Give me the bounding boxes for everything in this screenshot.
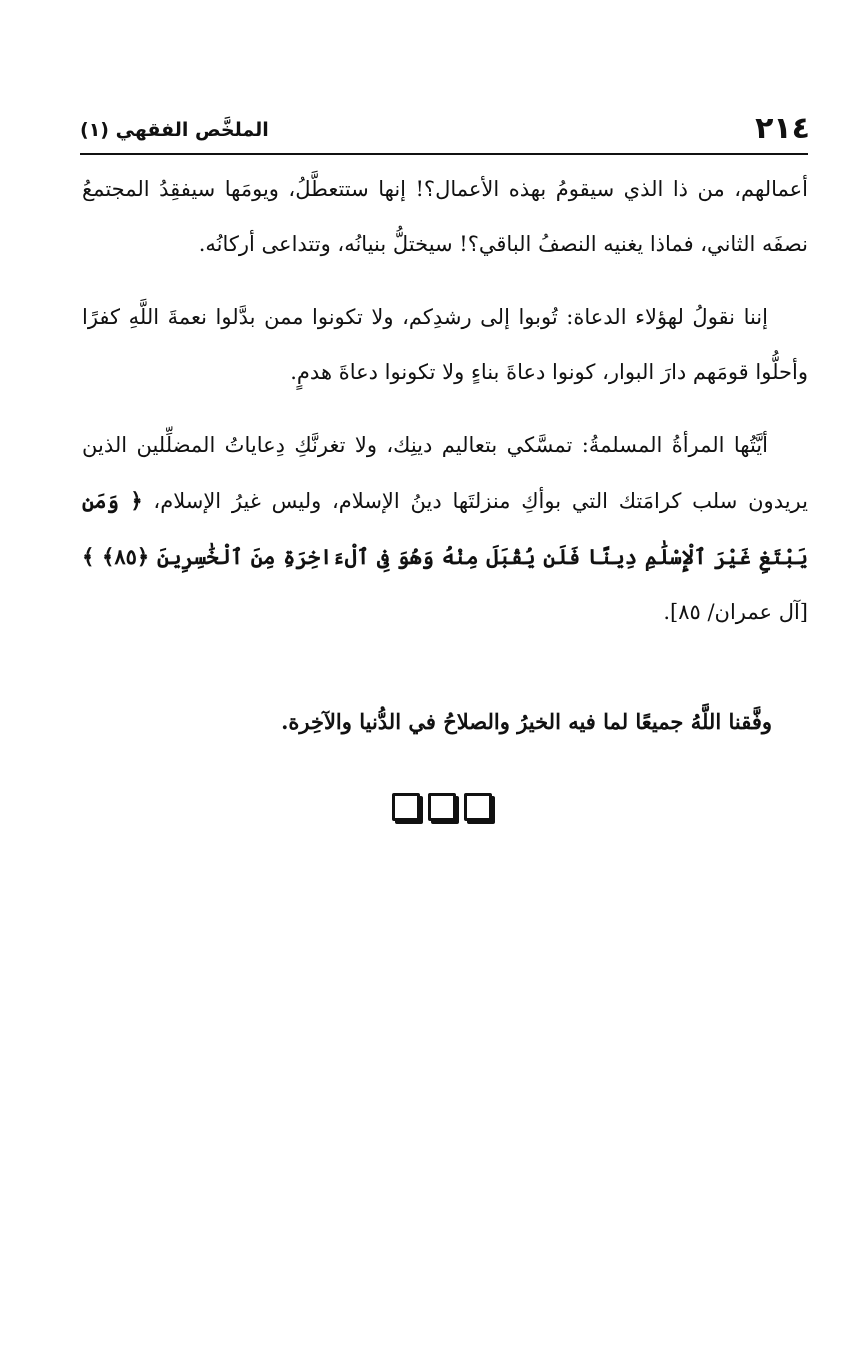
verse-citation: [آل عمران/ ٨٥]. <box>663 600 808 624</box>
closing-prayer: وفَّقنا اللَّهُ جميعًا لما فيه الخيرُ والصلاحُ في الدُّنيا والآخِرة. <box>281 709 772 734</box>
paragraph-text: أيَّتُها المرأةُ المسلمةُ: تمسَّكي بتعاليم دينِك، ولا تغرنَّكِ دِعاياتُ المضلِّلين الذين يريدون سلب كرامَتك التي بوأكِ منزلتَها دينُ الإسلام، وليس غيرُ الإسلام، <box>82 433 808 513</box>
square-box-icon <box>428 793 456 821</box>
body-text <box>82 162 808 658</box>
page-header <box>80 110 810 150</box>
header-divider <box>80 153 808 155</box>
quran-verse: ﴿ وَمَن يَبْتَغِ غَيْرَ ٱلْإِسْلَٰمِ دِينًا فَلَن يُقْبَلَ مِنْهُ وَهُوَ فِى ٱلْءَاخِرَةِ مِنَ ٱلْخَٰسِرِينَ ﴿٨٥﴾ ﴾ <box>82 488 808 569</box>
running-title: الملخَّص الفقهي (١) <box>80 119 269 141</box>
page-number: ٢١٤ <box>755 111 810 146</box>
paragraph-with-verse <box>82 418 808 640</box>
paragraph: أعمالهم، من ذا الذي سيقومُ بهذه الأعمال؟! إنها ستتعطَّلُ، ويومَها سيفقِدُ المجتمعُ نصفَه الثاني، فماذا يغنيه النصفُ الباقي؟! سيختلُّ بنيانُه، وتتداعى أركانُه. <box>82 177 809 256</box>
section-end-ornament <box>392 793 512 827</box>
square-box-icon <box>464 793 492 821</box>
square-box-icon <box>392 793 420 821</box>
paragraph: إننا نقولُ لهؤلاء الدعاة: تُوبوا إلى رشدِكم، ولا تكونوا ممن بدَّلوا نعمةَ اللَّهِ كفرًا وأحلُّوا قومَهم دارَ البوار، كونوا دعاةَ بناءٍ ولا تكونوا دعاةَ هدمٍ. <box>82 305 808 384</box>
